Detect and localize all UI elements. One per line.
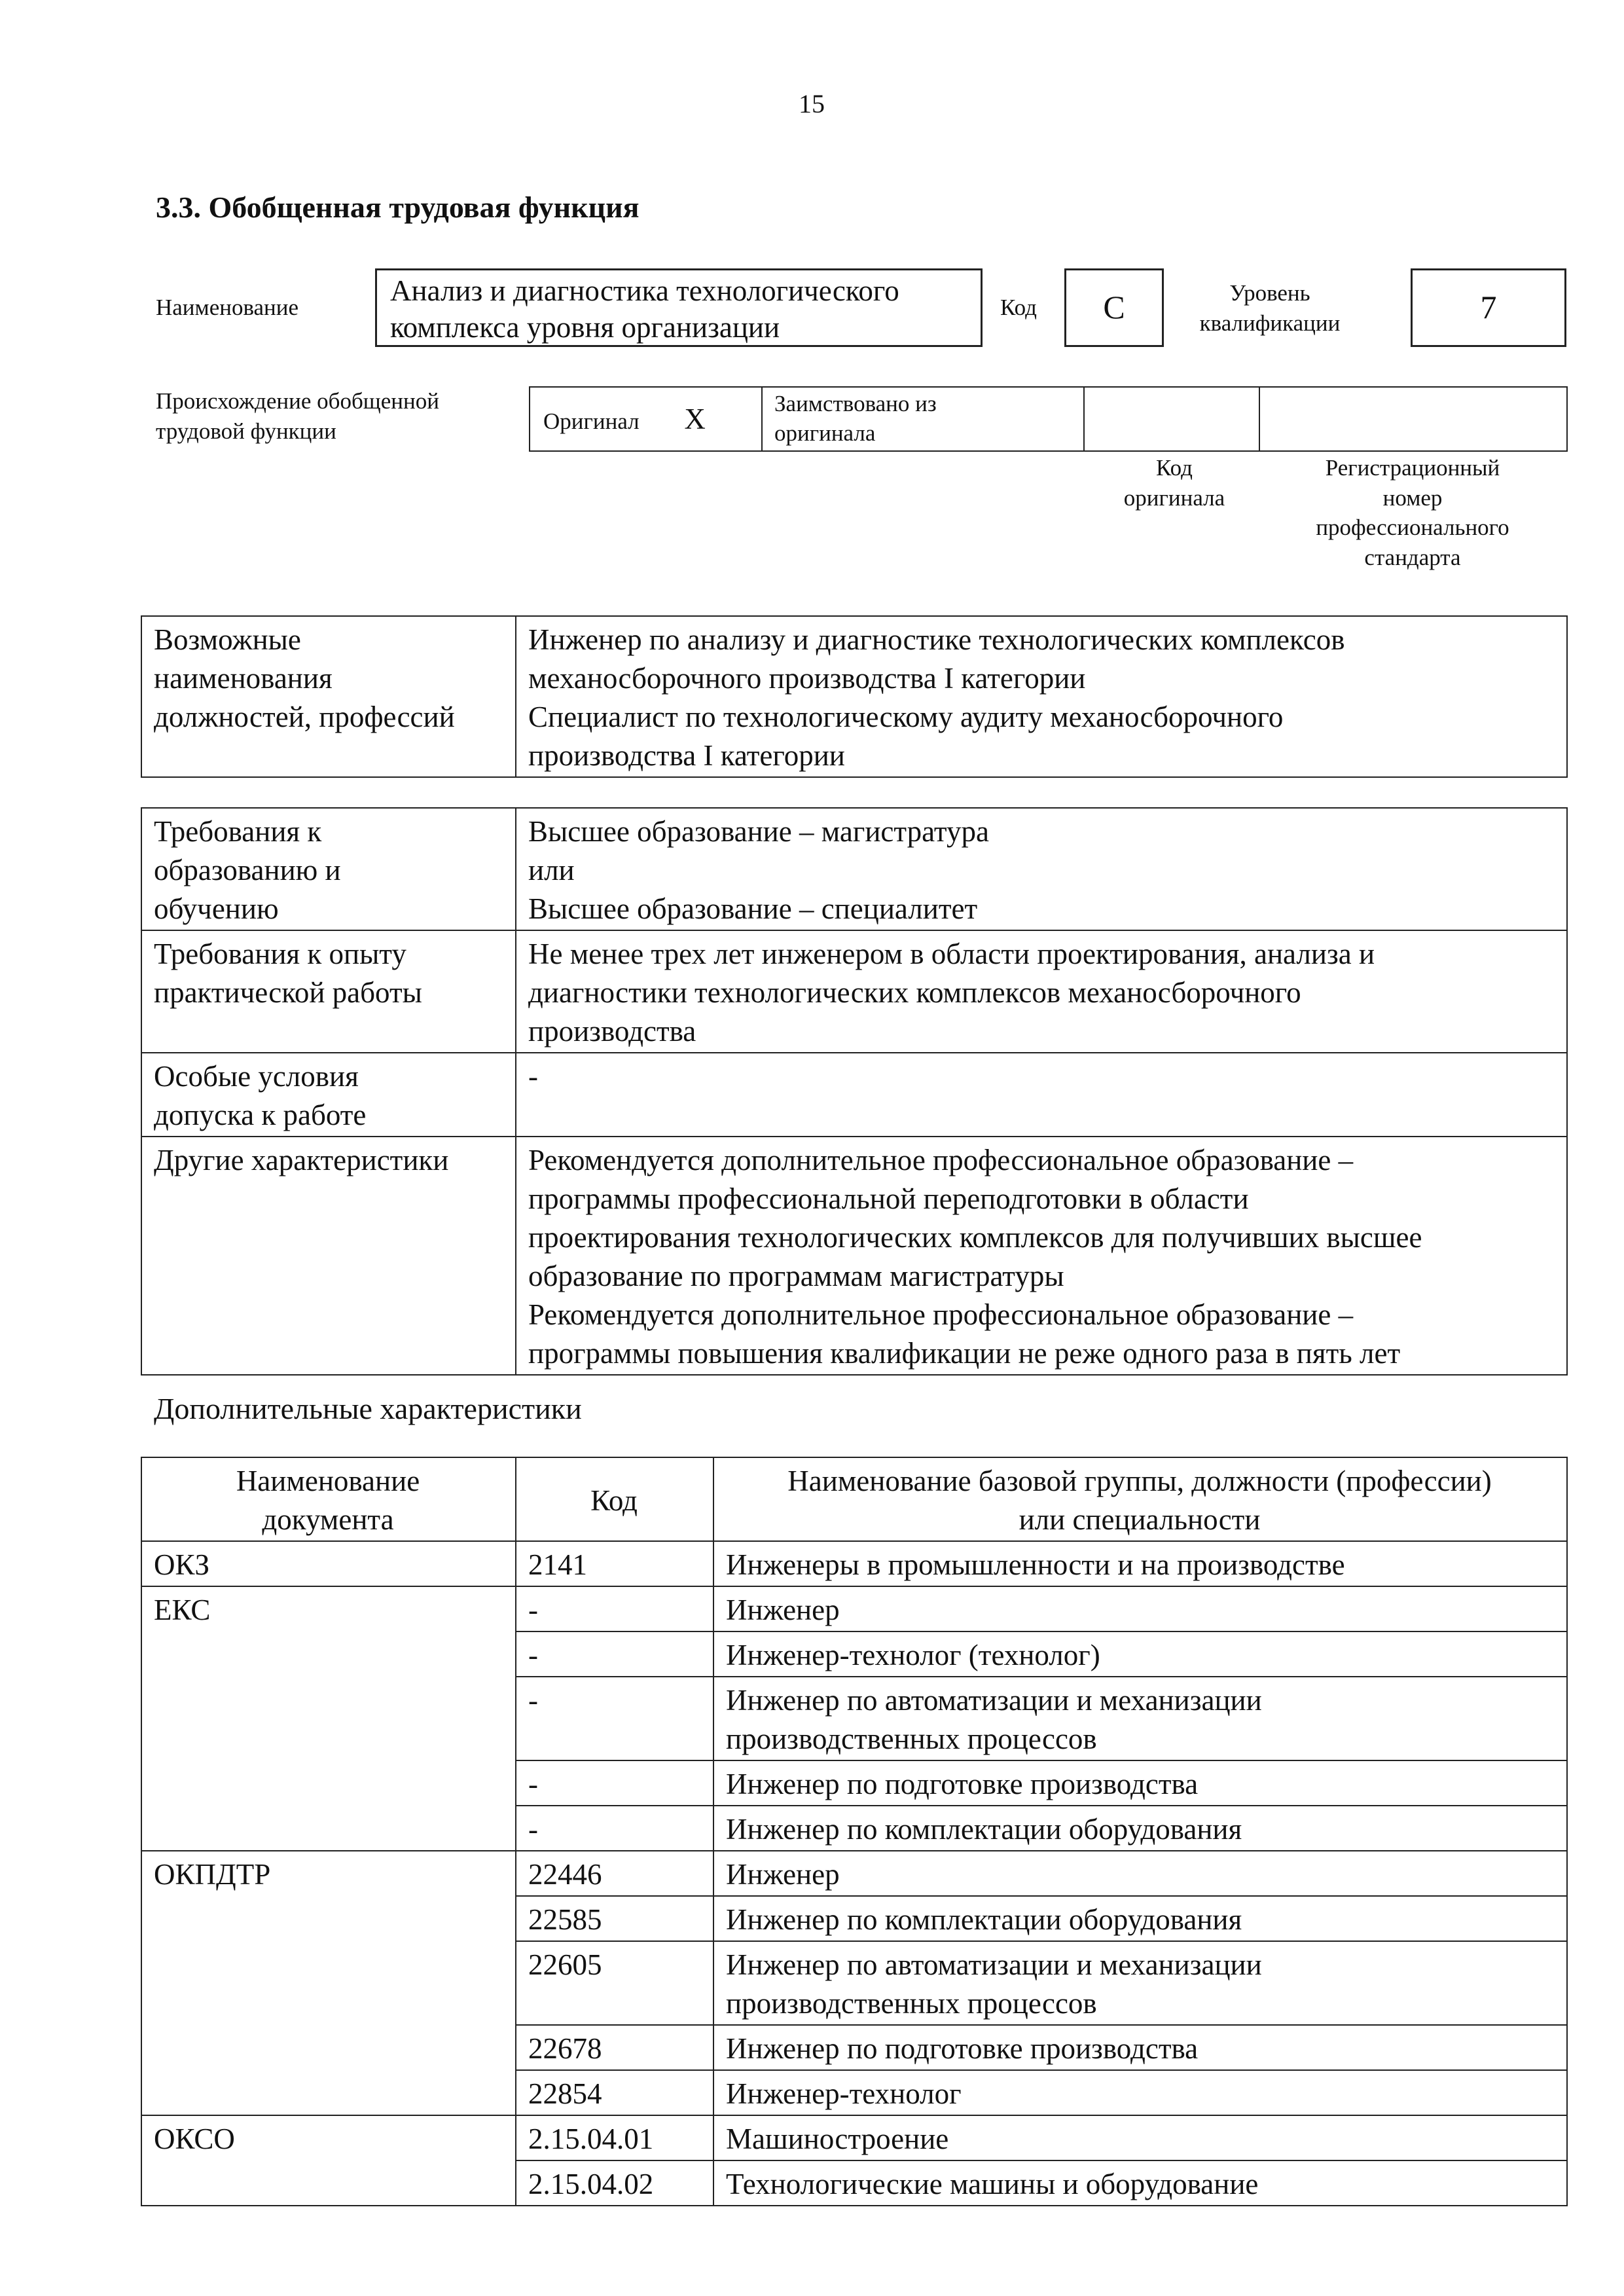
name-label: Наименование bbox=[156, 295, 299, 320]
other-row bbox=[141, 1137, 1567, 1375]
code-cell: 22585 bbox=[516, 1896, 713, 1941]
table-row bbox=[141, 1851, 1567, 1896]
doc-name-cell: ОКСО bbox=[141, 2115, 516, 2206]
positions-label-cell bbox=[141, 616, 516, 777]
position-name-cell bbox=[713, 1541, 1567, 1586]
reg-number-caption-line4: стандарта bbox=[1364, 544, 1461, 570]
additional-col-doc-line2: документа bbox=[262, 1503, 394, 1536]
doc-name-cell: ОКЗ bbox=[141, 1541, 516, 1586]
reg-number-caption-line3: профессионального bbox=[1316, 515, 1509, 540]
education-value-line1: Высшее образование – магистратура bbox=[528, 815, 989, 848]
function-name-line1: Анализ и диагностика технологического bbox=[390, 274, 899, 307]
position-name-cell bbox=[713, 2070, 1567, 2115]
experience-row bbox=[141, 930, 1567, 1053]
additional-col-name-line2: или специальности bbox=[1019, 1503, 1261, 1536]
section-title: 3.3. Обобщенная трудовая функция bbox=[156, 191, 640, 224]
origin-table bbox=[529, 386, 1568, 452]
position-name-cell bbox=[713, 2115, 1567, 2160]
origin-label-line2: трудовой функции bbox=[156, 418, 336, 444]
positions-table bbox=[141, 615, 1568, 778]
position-name-cell bbox=[713, 1806, 1567, 1851]
code-original-caption-line1: Код bbox=[1156, 455, 1193, 481]
page-number: 15 bbox=[799, 89, 825, 118]
reg-number-caption bbox=[1259, 453, 1566, 572]
code-original-caption bbox=[1087, 453, 1262, 513]
code-cell: 22605 bbox=[516, 1941, 713, 2025]
additional-table bbox=[141, 1457, 1568, 2206]
experience-value-line2: диагностики технологических комплексов механосборочного bbox=[528, 976, 1301, 1009]
code-cell: 2.15.04.02 bbox=[516, 2160, 713, 2206]
position-name-line1: Машиностроение bbox=[726, 2123, 949, 2155]
positions-label-line2: наименования bbox=[154, 662, 333, 695]
additional-col-code: Код bbox=[516, 1457, 713, 1541]
code-cell: - bbox=[516, 1806, 713, 1851]
positions-value-line2: механосборочного производства I категории bbox=[528, 662, 1086, 695]
requirements-table bbox=[141, 807, 1568, 1376]
position-name-line1: Инженер bbox=[726, 1858, 840, 1891]
position-name-line1: Инженер-технолог (технолог) bbox=[726, 1639, 1100, 1671]
education-label-cell bbox=[141, 808, 516, 930]
position-name-line1: Инженер по подготовке производства bbox=[726, 1768, 1199, 1800]
position-name-cell bbox=[713, 1631, 1567, 1677]
other-value-line2: программы профессиональной переподготовки в области bbox=[528, 1182, 1249, 1215]
doc-name-cell: ЕКС bbox=[141, 1586, 516, 1851]
reg-number-caption-line1: Регистрационный bbox=[1325, 455, 1500, 481]
conditions-value-cell: - bbox=[516, 1053, 1567, 1137]
other-value-cell bbox=[516, 1137, 1567, 1375]
additional-col-name-line1: Наименование базовой группы, должности (профессии) bbox=[787, 1465, 1492, 1497]
education-value-cell bbox=[516, 808, 1567, 930]
level-value-box: 7 bbox=[1411, 268, 1566, 347]
other-value-line4: образование по программам магистратуры bbox=[528, 1260, 1064, 1292]
position-name-cell bbox=[713, 1677, 1567, 1760]
positions-value-line1: Инженер по анализу и диагностике технологических комплексов bbox=[528, 623, 1345, 656]
code-cell: 2141 bbox=[516, 1541, 713, 1586]
additional-col-doc bbox=[141, 1457, 516, 1541]
education-label-line3: обучению bbox=[154, 892, 279, 925]
origin-borrowed-cell bbox=[762, 387, 1084, 451]
conditions-label-line2: допуска к работе bbox=[154, 1099, 367, 1131]
origin-borrowed-line2: оригинала bbox=[774, 420, 876, 446]
origin-reg-cell bbox=[1259, 387, 1567, 451]
origin-code-cell bbox=[1084, 387, 1259, 451]
experience-value-line1: Не менее трех лет инженером в области проектирования, анализа и bbox=[528, 938, 1375, 970]
position-name-line1: Инженер по автоматизации и механизации bbox=[726, 1684, 1262, 1717]
education-label-line1: Требования к bbox=[154, 815, 322, 848]
origin-label-line1: Происхождение обобщенной bbox=[156, 388, 439, 414]
position-name-line1: Инженер по комплектации оборудования bbox=[726, 1813, 1242, 1846]
code-original-caption-line2: оригинала bbox=[1123, 484, 1225, 511]
conditions-label-line1: Особые условия bbox=[154, 1060, 359, 1093]
position-name-line1: Инженер по комплектации оборудования bbox=[726, 1903, 1242, 1936]
position-name-cell bbox=[713, 2160, 1567, 2206]
position-name-cell bbox=[713, 1851, 1567, 1896]
origin-borrowed-line1: Заимствовано из bbox=[774, 391, 937, 416]
code-cell: - bbox=[516, 1760, 713, 1806]
conditions-label-cell bbox=[141, 1053, 516, 1137]
position-name-cell bbox=[713, 1760, 1567, 1806]
position-name-cell bbox=[713, 1586, 1567, 1631]
reg-number-caption-line2: номер bbox=[1382, 484, 1443, 511]
code-cell: - bbox=[516, 1631, 713, 1677]
position-name-line1: Технологические машины и оборудование bbox=[726, 2168, 1259, 2200]
origin-original-mark: X bbox=[684, 403, 706, 435]
origin-label bbox=[156, 386, 439, 446]
code-cell: 22854 bbox=[516, 2070, 713, 2115]
function-name-line2: комплекса уровня организации bbox=[390, 311, 780, 344]
level-label-line1: Уровень bbox=[1229, 280, 1310, 306]
education-value-line3: Высшее образование – специалитет bbox=[528, 892, 978, 925]
additional-table-body bbox=[141, 1541, 1567, 2206]
other-value-line5: Рекомендуется дополнительное профессиональное образование – bbox=[528, 1298, 1354, 1331]
additional-header-row bbox=[141, 1457, 1567, 1541]
position-name-line2: производственных процессов bbox=[726, 1722, 1097, 1755]
positions-row bbox=[141, 616, 1567, 777]
table-row bbox=[141, 2115, 1567, 2160]
position-name-line1: Инженер-технолог bbox=[726, 2077, 962, 2110]
code-value-box: C bbox=[1064, 268, 1164, 347]
code-cell: - bbox=[516, 1586, 713, 1631]
position-name-line1: Инженер bbox=[726, 1594, 840, 1626]
position-name-cell bbox=[713, 1896, 1567, 1941]
origin-original-label: Оригинал bbox=[543, 409, 640, 434]
experience-label-cell bbox=[141, 930, 516, 1053]
function-name-box bbox=[375, 268, 983, 347]
code-cell: 2.15.04.01 bbox=[516, 2115, 713, 2160]
conditions-row bbox=[141, 1053, 1567, 1137]
experience-value-cell bbox=[516, 930, 1567, 1053]
additional-title: Дополнительные характеристики bbox=[154, 1392, 582, 1425]
doc-name-cell: ОКПДТР bbox=[141, 1851, 516, 2115]
code-cell: 22678 bbox=[516, 2025, 713, 2070]
experience-label-line1: Требования к опыту bbox=[154, 938, 406, 970]
positions-label-line1: Возможные bbox=[154, 623, 301, 656]
other-value-line3: проектирования технологических комплексов для получивших высшее bbox=[528, 1221, 1422, 1254]
position-name-line1: Инженеры в промышленности и на производстве bbox=[726, 1548, 1345, 1581]
position-name-line1: Инженер по подготовке производства bbox=[726, 2032, 1199, 2065]
other-value-line6: программы повышения квалификации не реже одного раза в пять лет bbox=[528, 1337, 1401, 1370]
positions-value-line3: Специалист по технологическому аудиту механосборочного bbox=[528, 701, 1284, 733]
position-name-cell bbox=[713, 1941, 1567, 2025]
position-name-line2: производственных процессов bbox=[726, 1987, 1097, 2020]
experience-label-line2: практической работы bbox=[154, 976, 422, 1009]
code-cell: - bbox=[516, 1677, 713, 1760]
positions-value-cell bbox=[516, 616, 1567, 777]
other-label-cell: Другие характеристики bbox=[141, 1137, 516, 1375]
other-value-line1: Рекомендуется дополнительное профессиональное образование – bbox=[528, 1144, 1354, 1176]
table-row bbox=[141, 1586, 1567, 1631]
additional-col-name bbox=[713, 1457, 1567, 1541]
education-label-line2: образованию и bbox=[154, 854, 341, 886]
level-label bbox=[1191, 278, 1348, 338]
positions-label-line3: должностей, профессий bbox=[154, 701, 455, 733]
position-name-line1: Инженер по автоматизации и механизации bbox=[726, 1948, 1262, 1981]
code-cell: 22446 bbox=[516, 1851, 713, 1896]
code-label: Код bbox=[1000, 295, 1037, 320]
origin-original-cell bbox=[530, 387, 762, 451]
table-row bbox=[141, 1541, 1567, 1586]
education-value-line2: или bbox=[528, 854, 575, 886]
level-label-line2: квалификации bbox=[1199, 310, 1341, 336]
experience-value-line3: производства bbox=[528, 1015, 696, 1048]
additional-col-doc-line1: Наименование bbox=[236, 1465, 420, 1497]
positions-value-line4: производства I категории bbox=[528, 739, 845, 772]
education-row bbox=[141, 808, 1567, 930]
position-name-cell bbox=[713, 2025, 1567, 2070]
